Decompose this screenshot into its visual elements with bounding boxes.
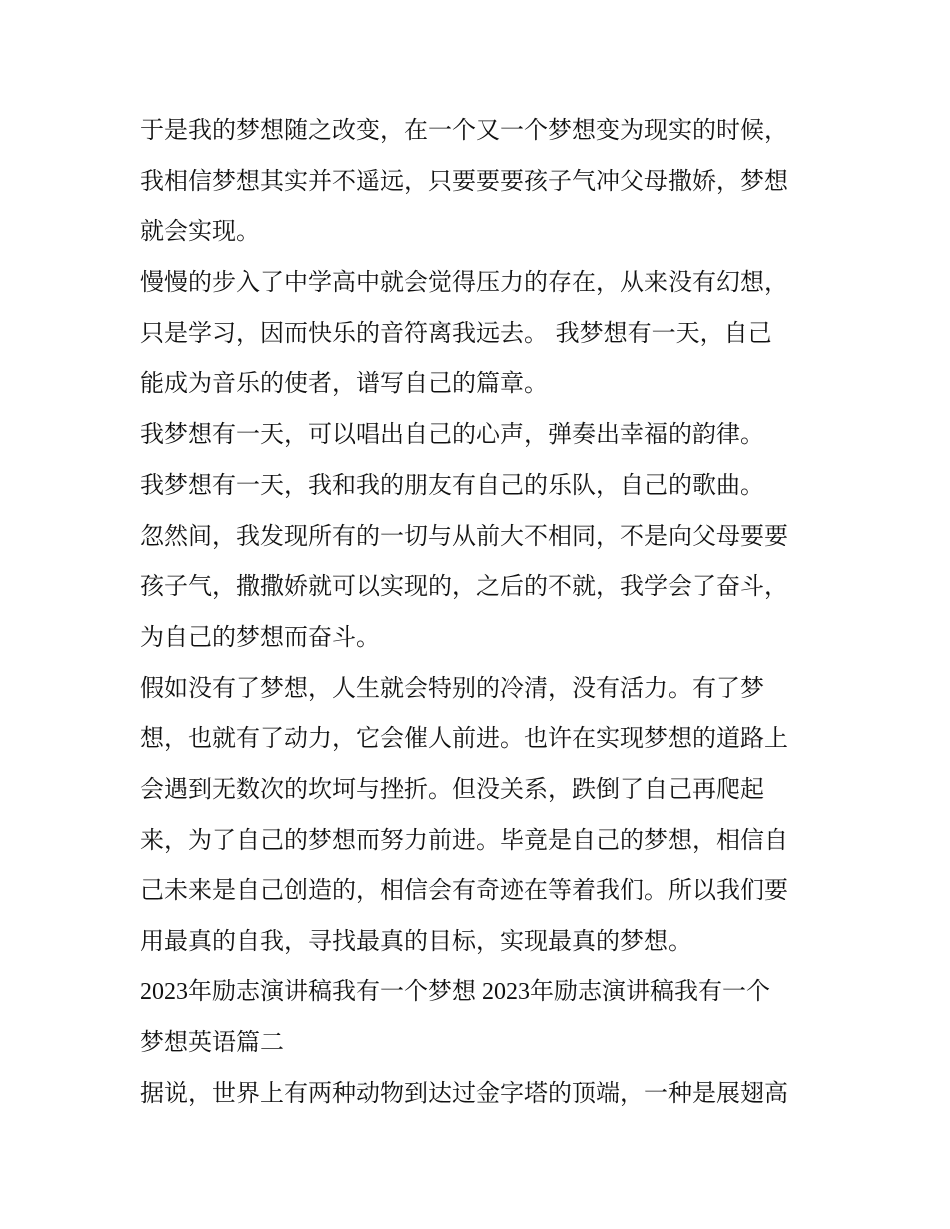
heading-line-2: 梦想英语篇二 (140, 1028, 284, 1057)
text-line-3: 就会实现。 (140, 217, 260, 246)
text-line-10: 孩子气，撒撒娇就可以实现的，之后的不就，我学会了奋斗， (140, 572, 788, 601)
text-line-5: 只是学习，因而快乐的音符离我远去。 我梦想有一天，自己 (140, 318, 772, 347)
text-line-17: 用最真的自我，寻找最真的目标，实现最真的梦想。 (140, 927, 692, 955)
text-line-2: 我相信梦想其实并不遥远，只要要要孩子气冲父母撒娇，梦想 (140, 166, 788, 195)
heading-line-1: 2023年励志演讲稿我有一个梦想 2023年励志演讲稿我有一个 (140, 978, 770, 1005)
text-line-15: 来，为了自己的梦想而努力前进。毕竟是自己的梦想，相信自 (140, 825, 788, 854)
text-line-16: 己未来是自己创造的，相信会有奇迹在等着我们。所以我们要 (140, 876, 788, 905)
text-line-8: 我梦想有一天，我和我的朋友有自己的乐队，自己的歌曲。 (140, 470, 764, 499)
text-line-13: 想，也就有了动力，它会催人前进。也许在实现梦想的道路上 (140, 724, 788, 753)
text-line-4: 慢慢的步入了中学高中就会觉得压力的存在，从来没有幻想， (140, 268, 788, 297)
document-body (140, 105, 820, 1119)
text-line-1: 于是我的梦想随之改变，在一个又一个梦想变为现实的时候， (140, 116, 788, 144)
text-line-12: 假如没有了梦想，人生就会特别的冷清，没有活力。有了梦 (140, 673, 764, 702)
text-line-6: 能成为音乐的使者，谱写自己的篇章。 (140, 369, 548, 398)
text-line-14: 会遇到无数次的坎坷与挫折。但没关系，跌倒了自己再爬起 (140, 774, 764, 803)
text-line-9: 忽然间，我发现所有的一切与从前大不相同，不是向父母要要 (140, 521, 788, 550)
text-line-7: 我梦想有一天，可以唱出自己的心声，弹奏出幸福的韵律。 (140, 420, 764, 449)
text-line-18: 据说，世界上有两种动物到达过金字塔的顶端，一种是展翅高 (140, 1079, 788, 1108)
text-line-11: 为自己的梦想而奋斗。 (140, 622, 380, 651)
